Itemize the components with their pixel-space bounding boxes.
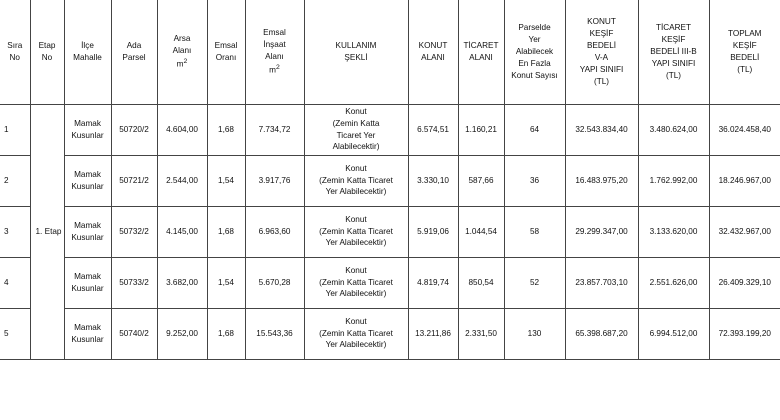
cell-sira: 1 bbox=[0, 104, 30, 155]
header-ticaret-kesif: TİCARET KEŞİF BEDELİ III-B YAPI SINIFI (TL) bbox=[638, 0, 709, 104]
cell-parsel: 50720/2 bbox=[111, 104, 157, 155]
cell-mahalle: Mamak Kusunlar bbox=[64, 206, 111, 257]
cell-kullanim: Konut (Zemin Katta Ticaret Yer Alabilecektir) bbox=[304, 104, 408, 155]
cell-parsel: 50732/2 bbox=[111, 206, 157, 257]
cell-konut-sayisi: 52 bbox=[504, 257, 565, 308]
cell-konut-kesif: 29.299.347,00 bbox=[565, 206, 638, 257]
header-ilce-mahalle: İlçe Mahalle bbox=[64, 0, 111, 104]
cell-mahalle: Mamak Kusunlar bbox=[64, 155, 111, 206]
cell-kullanim: Konut (Zemin Katta Ticaret Yer Alabilecektir) bbox=[304, 257, 408, 308]
table-row bbox=[0, 155, 780, 206]
cell-konut-sayisi: 58 bbox=[504, 206, 565, 257]
cell-sira: 4 bbox=[0, 257, 30, 308]
header-ticaret-alani: TİCARET ALANI bbox=[458, 0, 504, 104]
table-row bbox=[0, 206, 780, 257]
cell-ticaret-kesif: 2.551.626,00 bbox=[638, 257, 709, 308]
cell-konut-kesif: 16.483.975,20 bbox=[565, 155, 638, 206]
cell-konut-alani: 6.574,51 bbox=[408, 104, 458, 155]
cell-ticaret-kesif: 1.762.992,00 bbox=[638, 155, 709, 206]
cell-mahalle: Mamak Kusunlar bbox=[64, 104, 111, 155]
cell-sira: 3 bbox=[0, 206, 30, 257]
cell-konut-alani: 4.819,74 bbox=[408, 257, 458, 308]
cell-ticaret-alani: 850,54 bbox=[458, 257, 504, 308]
cell-kullanim: Konut (Zemin Katta Ticaret Yer Alabilecektir) bbox=[304, 308, 408, 359]
header-konut-kesif: KONUT KEŞİF BEDELİ V-A YAPI SINIFI (TL) bbox=[565, 0, 638, 104]
cell-parsel: 50740/2 bbox=[111, 308, 157, 359]
cell-ticaret-kesif: 3.133.620,00 bbox=[638, 206, 709, 257]
cell-emsal: 1,54 bbox=[207, 155, 245, 206]
cell-parsel: 50733/2 bbox=[111, 257, 157, 308]
cell-toplam: 36.024.458,40 bbox=[709, 104, 780, 155]
header-ada-parsel: Ada Parsel bbox=[111, 0, 157, 104]
cell-konut-kesif: 65.398.687,20 bbox=[565, 308, 638, 359]
cell-sira: 5 bbox=[0, 308, 30, 359]
cell-mahalle: Mamak Kusunlar bbox=[64, 257, 111, 308]
cell-konut-alani: 13.211,86 bbox=[408, 308, 458, 359]
cell-ticaret-alani: 1.160,21 bbox=[458, 104, 504, 155]
cell-ticaret-alani: 1.044,54 bbox=[458, 206, 504, 257]
table-row bbox=[0, 104, 780, 155]
header-arsa-alani: Arsa Alanı $m^2$ bbox=[157, 0, 207, 104]
cell-emsal: 1,68 bbox=[207, 104, 245, 155]
cell-insaat: 5.670,28 bbox=[245, 257, 304, 308]
table-row bbox=[0, 308, 780, 359]
cell-konut-sayisi: 130 bbox=[504, 308, 565, 359]
cell-insaat: 7.734,72 bbox=[245, 104, 304, 155]
header-toplam-kesif: TOPLAM KEŞİF BEDELİ (TL) bbox=[709, 0, 780, 104]
cell-arsa: 2.544,00 bbox=[157, 155, 207, 206]
cell-arsa: 4.604,00 bbox=[157, 104, 207, 155]
cell-mahalle: Mamak Kusunlar bbox=[64, 308, 111, 359]
cell-konut-sayisi: 36 bbox=[504, 155, 565, 206]
cell-etap: 1. Etap bbox=[30, 104, 64, 359]
cell-ticaret-kesif: 6.994.512,00 bbox=[638, 308, 709, 359]
header-konut-alani: KONUT ALANI bbox=[408, 0, 458, 104]
cell-ticaret-alani: 2.331,50 bbox=[458, 308, 504, 359]
cell-insaat: 6.963,60 bbox=[245, 206, 304, 257]
cell-arsa: 9.252,00 bbox=[157, 308, 207, 359]
cell-arsa: 4.145,00 bbox=[157, 206, 207, 257]
header-konut-sayisi: Parselde Yer Alabilecek En Fazla Konut Sayısı bbox=[504, 0, 565, 104]
cell-ticaret-kesif: 3.480.624,00 bbox=[638, 104, 709, 155]
cell-parsel: 50721/2 bbox=[111, 155, 157, 206]
cell-konut-kesif: 32.543.834,40 bbox=[565, 104, 638, 155]
cell-toplam: 72.393.199,20 bbox=[709, 308, 780, 359]
cell-toplam: 32.432.967,00 bbox=[709, 206, 780, 257]
cell-kullanim: Konut (Zemin Katta Ticaret Yer Alabilecektir) bbox=[304, 155, 408, 206]
cell-konut-alani: 3.330,10 bbox=[408, 155, 458, 206]
cell-kullanim: Konut (Zemin Katta Ticaret Yer Alabilecektir) bbox=[304, 206, 408, 257]
cell-toplam: 18.246.967,00 bbox=[709, 155, 780, 206]
header-sira-no: Sıra No bbox=[0, 0, 30, 104]
header-row bbox=[0, 0, 780, 104]
header-emsal-orani: Emsal Oranı bbox=[207, 0, 245, 104]
header-etap-no: Etap No bbox=[30, 0, 64, 104]
header-emsal-insaat: Emsal İnşaat Alanı $m^2$ bbox=[245, 0, 304, 104]
cell-insaat: 15.543,36 bbox=[245, 308, 304, 359]
table-row bbox=[0, 257, 780, 308]
cell-sira: 2 bbox=[0, 155, 30, 206]
cell-emsal: 1,68 bbox=[207, 308, 245, 359]
cell-ticaret-alani: 587,66 bbox=[458, 155, 504, 206]
cell-konut-kesif: 23.857.703,10 bbox=[565, 257, 638, 308]
cell-konut-alani: 5.919,06 bbox=[408, 206, 458, 257]
cell-emsal: 1,68 bbox=[207, 206, 245, 257]
cell-emsal: 1,54 bbox=[207, 257, 245, 308]
cell-arsa: 3.682,00 bbox=[157, 257, 207, 308]
header-kullanim: KULLANIM ŞEKLİ bbox=[304, 0, 408, 104]
cell-toplam: 26.409.329,10 bbox=[709, 257, 780, 308]
cell-konut-sayisi: 64 bbox=[504, 104, 565, 155]
cell-insaat: 3.917,76 bbox=[245, 155, 304, 206]
